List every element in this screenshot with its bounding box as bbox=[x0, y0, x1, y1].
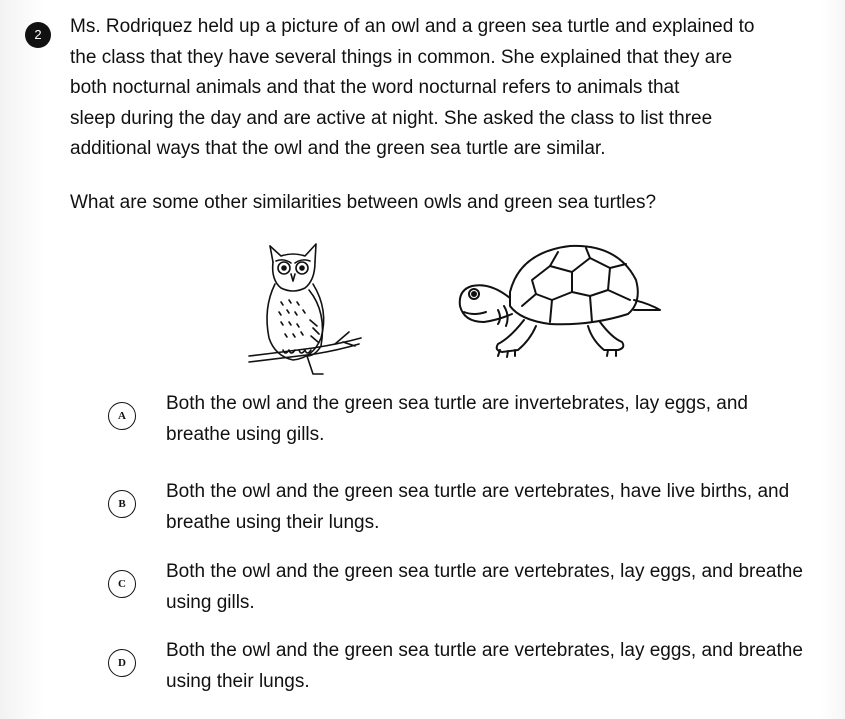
choice-bubble-d[interactable]: D bbox=[108, 649, 136, 677]
answer-choice-b[interactable] bbox=[108, 481, 828, 560]
choice-text-line: Both the owl and the green sea turtle are invertebrates, lay eggs, and bbox=[166, 393, 748, 414]
choice-text-line: Both the owl and the green sea turtle are vertebrates, have live births, and bbox=[166, 481, 790, 502]
choice-text-d bbox=[166, 635, 845, 697]
turtle-illustration bbox=[440, 240, 662, 365]
answer-choice-d[interactable] bbox=[108, 640, 828, 719]
choice-bubble-a[interactable]: A bbox=[108, 402, 136, 430]
stem-line: sleep during the day and are active at night. She asked the class to list three bbox=[70, 107, 713, 129]
choice-bubble-b[interactable]: B bbox=[108, 490, 136, 518]
choice-text-line: Both the owl and the green sea turtle are vertebrates, lay eggs, and breathe bbox=[166, 561, 803, 582]
answer-choice-a[interactable] bbox=[108, 393, 828, 472]
choice-text-line: Both the owl and the green sea turtle are vertebrates, lay eggs, and breathe bbox=[166, 640, 803, 661]
choice-text-a bbox=[166, 388, 845, 450]
question-stem bbox=[70, 12, 810, 165]
choice-text-line: breathe using their lungs. bbox=[166, 512, 380, 533]
question-prompt: What are some other similarities between owls and green sea turtles? bbox=[70, 192, 657, 213]
stem-line: the class that they have several things in common. She explained that they are bbox=[70, 46, 733, 68]
choice-text-line: using their lungs. bbox=[166, 671, 310, 692]
stem-line: additional ways that the owl and the green sea turtle are similar. bbox=[70, 138, 606, 159]
owl-illustration bbox=[243, 238, 365, 384]
choice-bubble-c[interactable]: C bbox=[108, 570, 136, 598]
stem-line: both nocturnal animals and that the word nocturnal refers to animals that bbox=[70, 77, 680, 98]
stem-line: Ms. Rodriquez held up a picture of an owl and a green sea turtle and explained to bbox=[70, 16, 755, 37]
choice-text-b bbox=[166, 476, 845, 538]
question-number-badge: 2 bbox=[25, 22, 51, 48]
choice-text-c bbox=[166, 556, 845, 618]
answer-choice-c[interactable] bbox=[108, 561, 828, 640]
choice-text-line: using gills. bbox=[166, 592, 255, 613]
choice-text-line: breathe using gills. bbox=[166, 424, 325, 445]
